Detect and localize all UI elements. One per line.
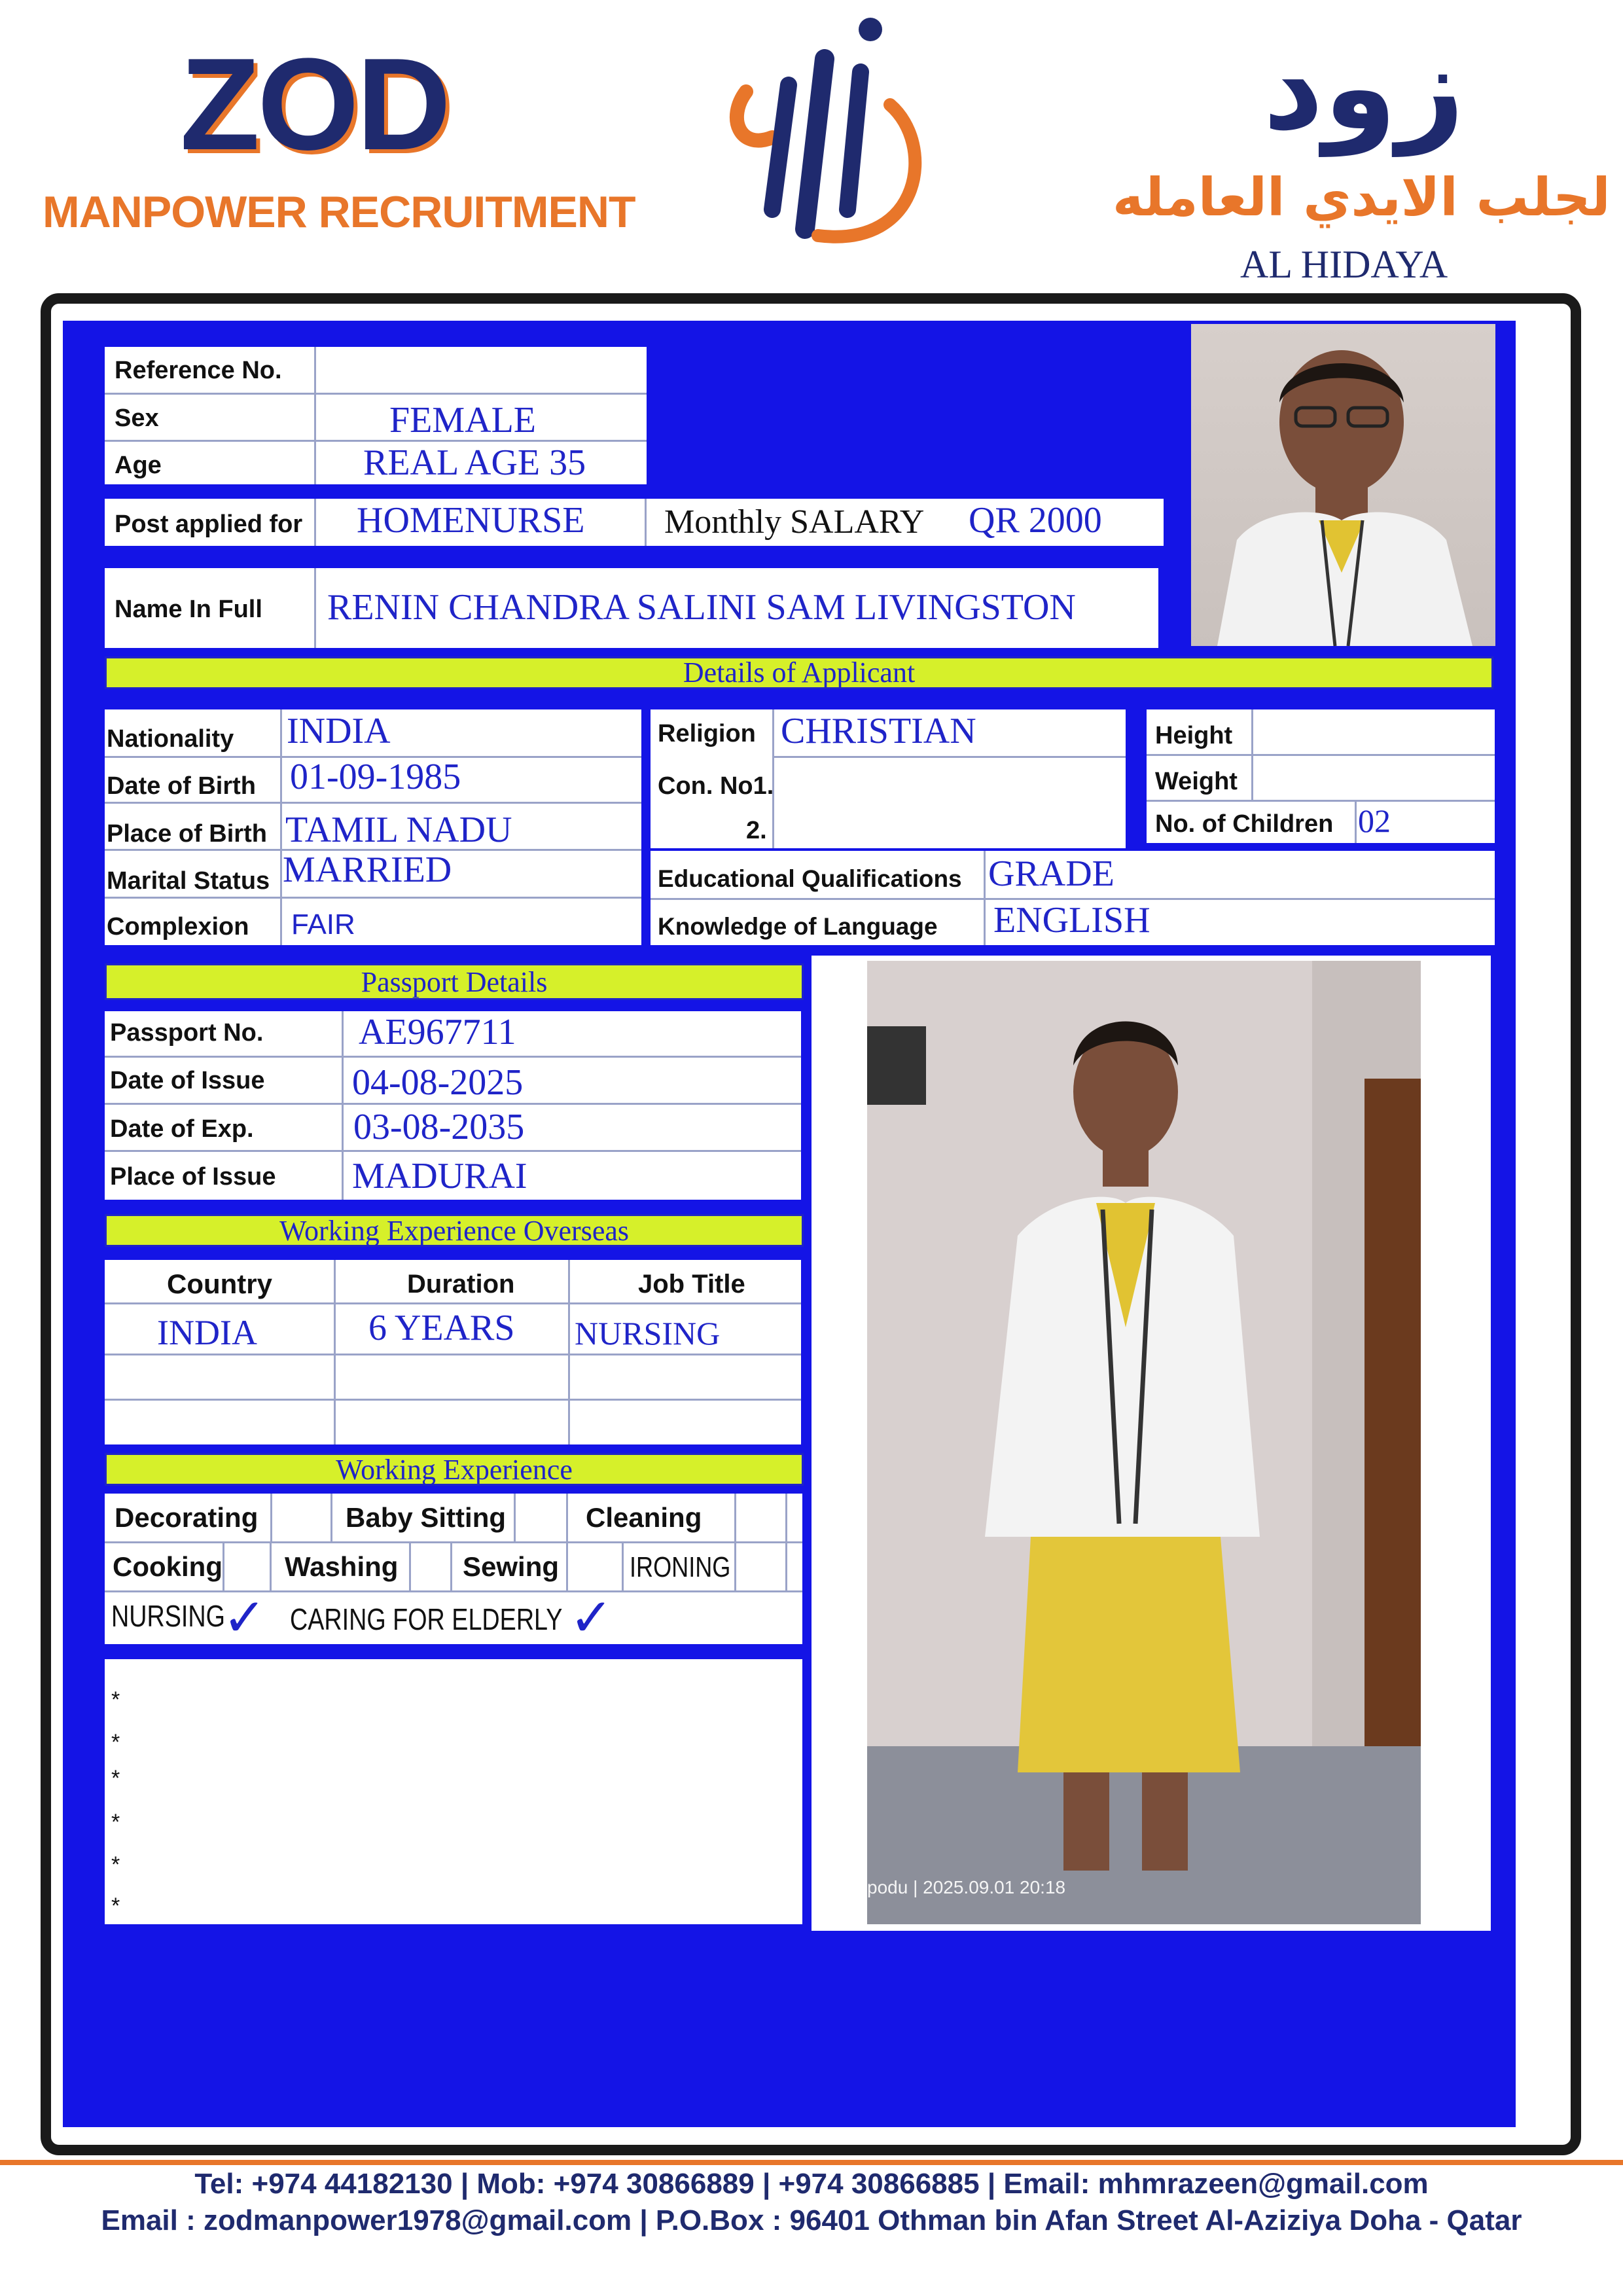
children-value: 02 <box>1358 802 1391 839</box>
skill-ironing: IRONING <box>630 1551 731 1583</box>
note-bullet: * <box>111 1766 120 1791</box>
overseas-country-value: INDIA <box>157 1313 257 1352</box>
height-label: Height <box>1155 722 1233 749</box>
overseas-banner: Working Experience Overseas <box>105 1214 804 1247</box>
applicant-full-photo <box>867 961 1421 1924</box>
note-bullet: * <box>111 1852 120 1877</box>
overseas-duration-value: 6 YEARS <box>368 1308 515 1348</box>
passport-banner: Passport Details <box>105 963 804 1000</box>
reference-label: Reference No. <box>115 357 282 384</box>
note-bullet: * <box>111 1810 120 1835</box>
skill-cooking: Cooking <box>113 1551 223 1582</box>
duration-header: Duration <box>407 1270 515 1299</box>
passport-no-label: Passport No. <box>110 1019 264 1047</box>
note-bullet: * <box>111 1893 120 1918</box>
caring-check-icon: ✓ <box>569 1587 614 1648</box>
skill-nursing: NURSING <box>111 1599 225 1633</box>
note-bullet: * <box>111 1730 120 1755</box>
photo-timestamp: podu | 2025.09.01 20:18 <box>867 1877 1066 1897</box>
dob-label: Date of Birth <box>107 772 256 800</box>
nationality-label: Nationality <box>107 725 234 753</box>
religion-label: Religion <box>658 720 756 747</box>
age-label: Age <box>115 452 162 479</box>
sex-value: FEMALE <box>389 400 536 440</box>
passport-no-value: AE967711 <box>359 1012 516 1052</box>
footer-rule <box>0 2160 1623 2165</box>
skill-washing: Washing <box>285 1551 399 1582</box>
footer-contact-line1: Tel: +974 44182130 | Mob: +974 30866889 | +974 30866885 | Email: mhmrazeen@gmail.com <box>194 2168 1429 2200</box>
brand-logo-text: ZOD <box>180 31 449 177</box>
brand-subtitle: MANPOWER RECRUITMENT <box>43 187 635 237</box>
con2-label: 2. <box>746 817 767 844</box>
applicant-portrait-photo <box>1191 324 1495 646</box>
children-label: No. of Children <box>1155 810 1334 838</box>
job-title-header: Job Title <box>638 1270 745 1299</box>
pob-value: TAMIL NADU <box>285 810 512 850</box>
name-label: Name In Full <box>115 596 262 623</box>
religion-value: CHRISTIAN <box>781 711 976 751</box>
complexion-value: FAIR <box>291 908 355 941</box>
arabic-brand: زود <box>1263 20 1465 156</box>
al-hidaya-text: AL HIDAYA <box>1240 243 1448 286</box>
skill-decorating: Decorating <box>115 1502 259 1533</box>
education-value: GRADE <box>988 853 1115 894</box>
header <box>0 0 1623 288</box>
sex-label: Sex <box>115 404 159 432</box>
note-bullet: * <box>111 1687 120 1712</box>
post-label: Post applied for <box>115 511 303 538</box>
skill-cleaning: Cleaning <box>586 1502 702 1533</box>
place-issue-value: MADURAI <box>352 1156 527 1196</box>
education-label: Educational Qualifications <box>658 865 962 892</box>
company-logo-icon <box>726 13 942 262</box>
exp-date-value: 03-08-2035 <box>353 1107 525 1147</box>
weight-label: Weight <box>1155 768 1238 795</box>
nursing-check-icon: ✓ <box>223 1587 267 1648</box>
salary-value: QR 2000 <box>969 500 1102 541</box>
experience-banner: Working Experience <box>105 1453 804 1486</box>
post-value: HOMENURSE <box>357 500 585 541</box>
issue-date-label: Date of Issue <box>110 1067 265 1094</box>
issue-date-value: 04-08-2025 <box>352 1062 524 1103</box>
details-banner: Details of Applicant <box>105 656 1493 689</box>
skill-sewing: Sewing <box>463 1551 560 1582</box>
overseas-job-value: NURSING <box>575 1315 721 1352</box>
salary-label: Monthly SALARY <box>664 503 925 541</box>
skill-caring-elderly: CARING FOR ELDERLY <box>290 1602 563 1636</box>
language-label: Knowledge of Language <box>658 913 938 940</box>
exp-date-label: Date of Exp. <box>110 1115 254 1143</box>
notes-box <box>105 1659 802 1924</box>
footer-contact-line2: Email : zodmanpower1978@gmail.com | P.O.Box : 96401 Othman bin Afan Street Al-Aziziya Doha - Qatar <box>101 2204 1522 2236</box>
nationality-value: INDIA <box>287 711 391 751</box>
pob-label: Place of Birth <box>107 820 267 848</box>
country-header: Country <box>167 1268 272 1299</box>
arabic-subtitle: لجلب الايدي العامله <box>1113 167 1611 228</box>
language-value: ENGLISH <box>993 900 1150 941</box>
age-value: REAL AGE 35 <box>363 442 586 483</box>
dob-value: 01-09-1985 <box>290 757 461 797</box>
marital-value: MARRIED <box>283 850 452 890</box>
place-issue-label: Place of Issue <box>110 1163 276 1191</box>
complexion-label: Complexion <box>107 913 249 941</box>
con1-label: Con. No1. <box>658 772 774 800</box>
marital-label: Marital Status <box>107 867 270 895</box>
skill-baby-sitting: Baby Sitting <box>346 1502 507 1533</box>
name-value: RENIN CHANDRA SALINI SAM LIVINGSTON <box>327 587 1076 628</box>
